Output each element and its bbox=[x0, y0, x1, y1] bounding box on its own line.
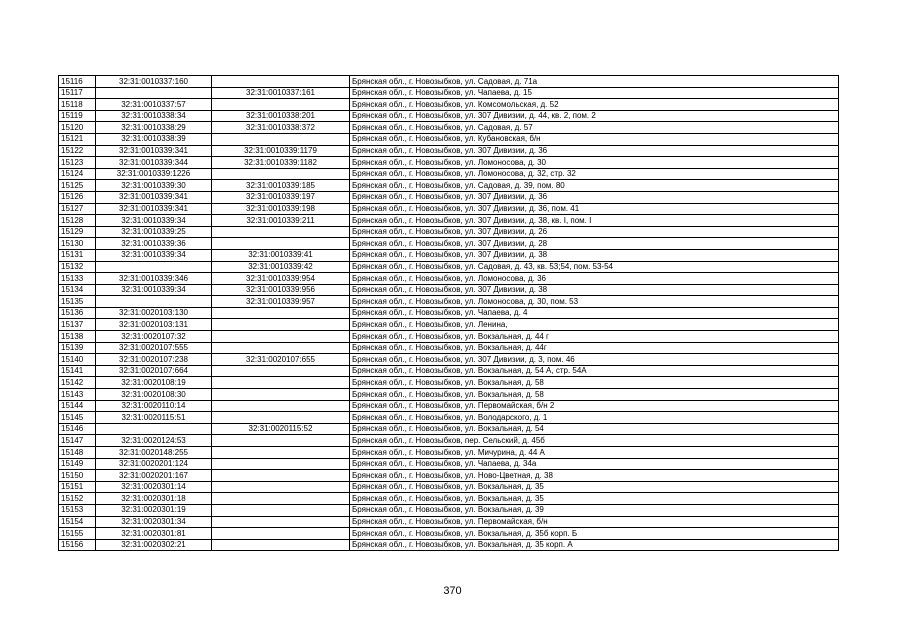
parcel-cadastral-cell: 32:31:0010338:29 bbox=[96, 122, 212, 134]
table-row bbox=[59, 481, 839, 493]
address-cell: Брянская обл., г. Новозыбков, ул. Вокзальная, д. 54 А, стр. 54А bbox=[350, 365, 839, 377]
parcel-cadastral-cell: 32:31:0010339:341 bbox=[96, 203, 212, 215]
row-number-cell: 15125 bbox=[59, 180, 96, 192]
table-row bbox=[59, 435, 839, 447]
table-row bbox=[59, 516, 839, 528]
table-row bbox=[59, 493, 839, 505]
row-number-cell: 15119 bbox=[59, 110, 96, 122]
address-cell: Брянская обл., г. Новозыбков, ул. Вокзальная, д. 35 корп. А bbox=[350, 539, 839, 551]
building-cadastral-cell bbox=[212, 377, 350, 389]
table-row bbox=[59, 284, 839, 296]
parcel-cadastral-cell: 32:31:0010339:344 bbox=[96, 157, 212, 169]
row-number-cell: 15117 bbox=[59, 87, 96, 99]
address-cell: Брянская обл., г. Новозыбков, ул. Комсомольская, д. 52 bbox=[350, 99, 839, 111]
building-cadastral-cell: 32:31:0010339:185 bbox=[212, 180, 350, 192]
address-cell: Брянская обл., г. Новозыбков, ул. 307 Дивизии, д. 36, пом. 41 bbox=[350, 203, 839, 215]
table-row bbox=[59, 168, 839, 180]
table-row bbox=[59, 458, 839, 470]
building-cadastral-cell bbox=[212, 470, 350, 482]
address-cell: Брянская обл., г. Новозыбков, ул. Мичурина, д. 44 А bbox=[350, 447, 839, 459]
row-number-cell: 15147 bbox=[59, 435, 96, 447]
row-number-cell: 15123 bbox=[59, 157, 96, 169]
parcel-cadastral-cell: 32:31:0010339:30 bbox=[96, 180, 212, 192]
address-cell: Брянская обл., г. Новозыбков, ул. Садовая, д. 57 bbox=[350, 122, 839, 134]
parcel-cadastral-cell: 32:31:0020302:21 bbox=[96, 539, 212, 551]
building-cadastral-cell bbox=[212, 458, 350, 470]
building-cadastral-cell bbox=[212, 238, 350, 250]
parcel-cadastral-cell: 32:31:0020110:14 bbox=[96, 400, 212, 412]
building-cadastral-cell bbox=[212, 342, 350, 354]
address-cell: Брянская обл., г. Новозыбков, ул. Ломоносова, д. 30, пом. 53 bbox=[350, 296, 839, 308]
building-cadastral-cell bbox=[212, 435, 350, 447]
address-cell: Брянская обл., г. Новозыбков, ул. Ломоносова, д. 32, стр. 32 bbox=[350, 168, 839, 180]
page-number: 370 bbox=[443, 585, 462, 597]
address-cell: Брянская обл., г. Новозыбков, ул. Вокзальная, д. 58 bbox=[350, 377, 839, 389]
row-number-cell: 15121 bbox=[59, 133, 96, 145]
table-row bbox=[59, 342, 839, 354]
building-cadastral-cell bbox=[212, 516, 350, 528]
building-cadastral-cell bbox=[212, 400, 350, 412]
parcel-cadastral-cell: 32:31:0010339:1226 bbox=[96, 168, 212, 180]
address-cell: Брянская обл., г. Новозыбков, ул. 307 Дивизии, д. 38 bbox=[350, 284, 839, 296]
row-number-cell: 15122 bbox=[59, 145, 96, 157]
parcel-cadastral-cell: 32:31:0020108:19 bbox=[96, 377, 212, 389]
parcel-cadastral-cell: 32:31:0020107:32 bbox=[96, 331, 212, 343]
building-cadastral-cell: 32:31:0010339:42 bbox=[212, 261, 350, 273]
parcel-cadastral-cell: 32:31:0010338:34 bbox=[96, 110, 212, 122]
parcel-cadastral-cell bbox=[96, 87, 212, 99]
row-number-cell: 15126 bbox=[59, 191, 96, 203]
address-cell: Брянская обл., г. Новозыбков, ул. Садовая, д. 39, пом. 80 bbox=[350, 180, 839, 192]
parcel-cadastral-cell: 32:31:0020107:238 bbox=[96, 354, 212, 366]
parcel-cadastral-cell: 32:31:0020115:51 bbox=[96, 412, 212, 424]
address-cell: Брянская обл., г. Новозыбков, ул. Вокзальная, д. 35 bbox=[350, 481, 839, 493]
parcel-cadastral-cell: 32:31:0020108:30 bbox=[96, 389, 212, 401]
table-row bbox=[59, 354, 839, 366]
building-cadastral-cell bbox=[212, 168, 350, 180]
table-row bbox=[59, 99, 839, 111]
row-number-cell: 15118 bbox=[59, 99, 96, 111]
building-cadastral-cell: 32:31:0010339:957 bbox=[212, 296, 350, 308]
parcel-cadastral-cell: 32:31:0020148:255 bbox=[96, 447, 212, 459]
row-number-cell: 15145 bbox=[59, 412, 96, 424]
address-cell: Брянская обл., г. Новозыбков, ул. Вокзальная, д. 44 г bbox=[350, 331, 839, 343]
address-cell: Брянская обл., г. Новозыбков, ул. Ленина, bbox=[350, 319, 839, 331]
address-cell: Брянская обл., г. Новозыбков, ул. Чапаева, д. 15 bbox=[350, 87, 839, 99]
table-row bbox=[59, 133, 839, 145]
parcel-cadastral-cell: 32:31:0010339:34 bbox=[96, 249, 212, 261]
table-row bbox=[59, 377, 839, 389]
table-row bbox=[59, 319, 839, 331]
building-cadastral-cell bbox=[212, 412, 350, 424]
row-number-cell: 15156 bbox=[59, 539, 96, 551]
row-number-cell: 15124 bbox=[59, 168, 96, 180]
table-row bbox=[59, 191, 839, 203]
table-row bbox=[59, 296, 839, 308]
building-cadastral-cell: 32:31:0010339:1182 bbox=[212, 157, 350, 169]
building-cadastral-cell: 32:31:0010339:41 bbox=[212, 249, 350, 261]
table-row bbox=[59, 331, 839, 343]
building-cadastral-cell bbox=[212, 319, 350, 331]
row-number-cell: 15120 bbox=[59, 122, 96, 134]
address-cell: Брянская обл., г. Новозыбков, ул. Володарского, д. 1 bbox=[350, 412, 839, 424]
parcel-cadastral-cell: 32:31:0010337:57 bbox=[96, 99, 212, 111]
table-row bbox=[59, 110, 839, 122]
table-row bbox=[59, 238, 839, 250]
address-cell: Брянская обл., г. Новозыбков, ул. 307 Дивизии, д. 26 bbox=[350, 226, 839, 238]
building-cadastral-cell: 32:31:0010339:198 bbox=[212, 203, 350, 215]
building-cadastral-cell bbox=[212, 504, 350, 516]
table-row bbox=[59, 447, 839, 459]
address-cell: Брянская обл., г. Новозыбков, ул. Вокзальная, д. 58 bbox=[350, 389, 839, 401]
parcel-cadastral-cell: 32:31:0010339:36 bbox=[96, 238, 212, 250]
address-cell: Брянская обл., г. Новозыбков, ул. Садовая, д. 43, кв. 53;54, пом. 53-54 bbox=[350, 261, 839, 273]
parcel-cadastral-cell: 32:31:0020201:167 bbox=[96, 470, 212, 482]
parcel-cadastral-cell: 32:31:0010337:160 bbox=[96, 76, 212, 88]
row-number-cell: 15149 bbox=[59, 458, 96, 470]
parcel-cadastral-cell bbox=[96, 423, 212, 435]
table-row bbox=[59, 273, 839, 285]
table-row bbox=[59, 470, 839, 482]
table-row bbox=[59, 157, 839, 169]
row-number-cell: 15152 bbox=[59, 493, 96, 505]
parcel-cadastral-cell: 32:31:0020107:664 bbox=[96, 365, 212, 377]
address-cell: Брянская обл., г. Новозыбков, ул. 307 Дивизии, д. 36 bbox=[350, 145, 839, 157]
address-cell: Брянская обл., г. Новозыбков, ул. Вокзальная, д. 39 bbox=[350, 504, 839, 516]
address-cell: Брянская обл., г. Новозыбков, пер. Сельский, д. 45б bbox=[350, 435, 839, 447]
records-table bbox=[58, 75, 839, 551]
row-number-cell: 15127 bbox=[59, 203, 96, 215]
table-row bbox=[59, 76, 839, 88]
parcel-cadastral-cell: 32:31:0020301:81 bbox=[96, 528, 212, 540]
table-row bbox=[59, 365, 839, 377]
parcel-cadastral-cell bbox=[96, 296, 212, 308]
row-number-cell: 15143 bbox=[59, 389, 96, 401]
parcel-cadastral-cell: 32:31:0020301:14 bbox=[96, 481, 212, 493]
parcel-cadastral-cell: 32:31:0010339:341 bbox=[96, 191, 212, 203]
building-cadastral-cell: 32:31:0010339:1179 bbox=[212, 145, 350, 157]
building-cadastral-cell bbox=[212, 76, 350, 88]
table-row bbox=[59, 528, 839, 540]
table-row bbox=[59, 539, 839, 551]
row-number-cell: 15140 bbox=[59, 354, 96, 366]
row-number-cell: 15135 bbox=[59, 296, 96, 308]
parcel-cadastral-cell: 32:31:0020301:18 bbox=[96, 493, 212, 505]
row-number-cell: 15139 bbox=[59, 342, 96, 354]
parcel-cadastral-cell: 32:31:0010339:341 bbox=[96, 145, 212, 157]
table-row bbox=[59, 145, 839, 157]
building-cadastral-cell: 32:31:0010339:956 bbox=[212, 284, 350, 296]
address-cell: Брянская обл., г. Новозыбков, ул. Первомайская, б/н bbox=[350, 516, 839, 528]
building-cadastral-cell: 32:31:0010338:372 bbox=[212, 122, 350, 134]
table-row bbox=[59, 504, 839, 516]
address-cell: Брянская обл., г. Новозыбков, ул. Ломоносова, д. 36 bbox=[350, 273, 839, 285]
address-cell: Брянская обл., г. Новозыбков, ул. 307 Дивизии, д. 38 bbox=[350, 249, 839, 261]
building-cadastral-cell bbox=[212, 307, 350, 319]
building-cadastral-cell bbox=[212, 365, 350, 377]
row-number-cell: 15136 bbox=[59, 307, 96, 319]
parcel-cadastral-cell: 32:31:0020107:555 bbox=[96, 342, 212, 354]
parcel-cadastral-cell: 32:31:0020301:34 bbox=[96, 516, 212, 528]
building-cadastral-cell: 32:31:0010339:954 bbox=[212, 273, 350, 285]
table-row bbox=[59, 215, 839, 227]
row-number-cell: 15130 bbox=[59, 238, 96, 250]
table-row bbox=[59, 122, 839, 134]
parcel-cadastral-cell: 32:31:0010339:34 bbox=[96, 284, 212, 296]
parcel-cadastral-cell: 32:31:0020124:53 bbox=[96, 435, 212, 447]
building-cadastral-cell bbox=[212, 331, 350, 343]
parcel-cadastral-cell: 32:31:0020301:19 bbox=[96, 504, 212, 516]
building-cadastral-cell bbox=[212, 389, 350, 401]
table-row bbox=[59, 261, 839, 273]
row-number-cell: 15148 bbox=[59, 447, 96, 459]
row-number-cell: 15146 bbox=[59, 423, 96, 435]
address-cell: Брянская обл., г. Новозыбков, ул. 307 Дивизии, д. 44, кв. 2, пом. 2 bbox=[350, 110, 839, 122]
address-cell: Брянская обл., г. Новозыбков, ул. Вокзальная, д. 35б корп. Б bbox=[350, 528, 839, 540]
row-number-cell: 15131 bbox=[59, 249, 96, 261]
address-cell: Брянская обл., г. Новозыбков, ул. 307 Дивизии, д. 36 bbox=[350, 191, 839, 203]
table-row bbox=[59, 307, 839, 319]
row-number-cell: 15116 bbox=[59, 76, 96, 88]
table-row bbox=[59, 203, 839, 215]
records-table-body bbox=[59, 76, 839, 551]
building-cadastral-cell bbox=[212, 493, 350, 505]
row-number-cell: 15144 bbox=[59, 400, 96, 412]
address-cell: Брянская обл., г. Новозыбков, ул. 307 Дивизии, д. 3, пом. 46 bbox=[350, 354, 839, 366]
parcel-cadastral-cell: 32:31:0010339:25 bbox=[96, 226, 212, 238]
table-row bbox=[59, 226, 839, 238]
building-cadastral-cell: 32:31:0010338:201 bbox=[212, 110, 350, 122]
address-cell: Брянская обл., г. Новозыбков, ул. Первомайская, б/н 2 bbox=[350, 400, 839, 412]
row-number-cell: 15153 bbox=[59, 504, 96, 516]
row-number-cell: 15134 bbox=[59, 284, 96, 296]
parcel-cadastral-cell: 32:31:0020103:130 bbox=[96, 307, 212, 319]
building-cadastral-cell bbox=[212, 528, 350, 540]
address-cell: Брянская обл., г. Новозыбков, ул. Чапаева, д. 4 bbox=[350, 307, 839, 319]
table-row bbox=[59, 180, 839, 192]
table-row bbox=[59, 400, 839, 412]
address-cell: Брянская обл., г. Новозыбков, ул. Ломоносова, д. 30 bbox=[350, 157, 839, 169]
row-number-cell: 15142 bbox=[59, 377, 96, 389]
row-number-cell: 15137 bbox=[59, 319, 96, 331]
parcel-cadastral-cell: 32:31:0010338:39 bbox=[96, 133, 212, 145]
row-number-cell: 15154 bbox=[59, 516, 96, 528]
building-cadastral-cell: 32:31:0010339:197 bbox=[212, 191, 350, 203]
row-number-cell: 15129 bbox=[59, 226, 96, 238]
address-cell: Брянская обл., г. Новозыбков, ул. Чапаева, д. 34а bbox=[350, 458, 839, 470]
table-row bbox=[59, 423, 839, 435]
building-cadastral-cell bbox=[212, 481, 350, 493]
table-row bbox=[59, 389, 839, 401]
address-cell: Брянская обл., г. Новозыбков, ул. Ново-Цветная, д. 38 bbox=[350, 470, 839, 482]
address-cell: Брянская обл., г. Новозыбков, ул. Садовая, д. 71а bbox=[350, 76, 839, 88]
address-cell: Брянская обл., г. Новозыбков, ул. Кубановская, б/н bbox=[350, 133, 839, 145]
parcel-cadastral-cell: 32:31:0020201:124 bbox=[96, 458, 212, 470]
building-cadastral-cell bbox=[212, 539, 350, 551]
building-cadastral-cell: 32:31:0020115:52 bbox=[212, 423, 350, 435]
row-number-cell: 15141 bbox=[59, 365, 96, 377]
address-cell: Брянская обл., г. Новозыбков, ул. 307 Дивизии, д. 38, кв. I, пом. I bbox=[350, 215, 839, 227]
parcel-cadastral-cell bbox=[96, 261, 212, 273]
building-cadastral-cell bbox=[212, 133, 350, 145]
building-cadastral-cell bbox=[212, 447, 350, 459]
row-number-cell: 15155 bbox=[59, 528, 96, 540]
row-number-cell: 15150 bbox=[59, 470, 96, 482]
table-row bbox=[59, 249, 839, 261]
parcel-cadastral-cell: 32:31:0010339:34 bbox=[96, 215, 212, 227]
address-cell: Брянская обл., г. Новозыбков, ул. Вокзальная, д. 54 bbox=[350, 423, 839, 435]
row-number-cell: 15128 bbox=[59, 215, 96, 227]
table-row bbox=[59, 412, 839, 424]
row-number-cell: 15151 bbox=[59, 481, 96, 493]
table-row bbox=[59, 87, 839, 99]
building-cadastral-cell: 32:31:0020107:655 bbox=[212, 354, 350, 366]
address-cell: Брянская обл., г. Новозыбков, ул. 307 Дивизии, д. 28 bbox=[350, 238, 839, 250]
row-number-cell: 15132 bbox=[59, 261, 96, 273]
address-cell: Брянская обл., г. Новозыбков, ул. Вокзальная, д. 44г bbox=[350, 342, 839, 354]
parcel-cadastral-cell: 32:31:0010339:346 bbox=[96, 273, 212, 285]
building-cadastral-cell: 32:31:0010337:161 bbox=[212, 87, 350, 99]
parcel-cadastral-cell: 32:31:0020103:131 bbox=[96, 319, 212, 331]
building-cadastral-cell bbox=[212, 99, 350, 111]
building-cadastral-cell: 32:31:0010339:211 bbox=[212, 215, 350, 227]
row-number-cell: 15133 bbox=[59, 273, 96, 285]
building-cadastral-cell bbox=[212, 226, 350, 238]
address-cell: Брянская обл., г. Новозыбков, ул. Вокзальная, д. 35 bbox=[350, 493, 839, 505]
row-number-cell: 15138 bbox=[59, 331, 96, 343]
